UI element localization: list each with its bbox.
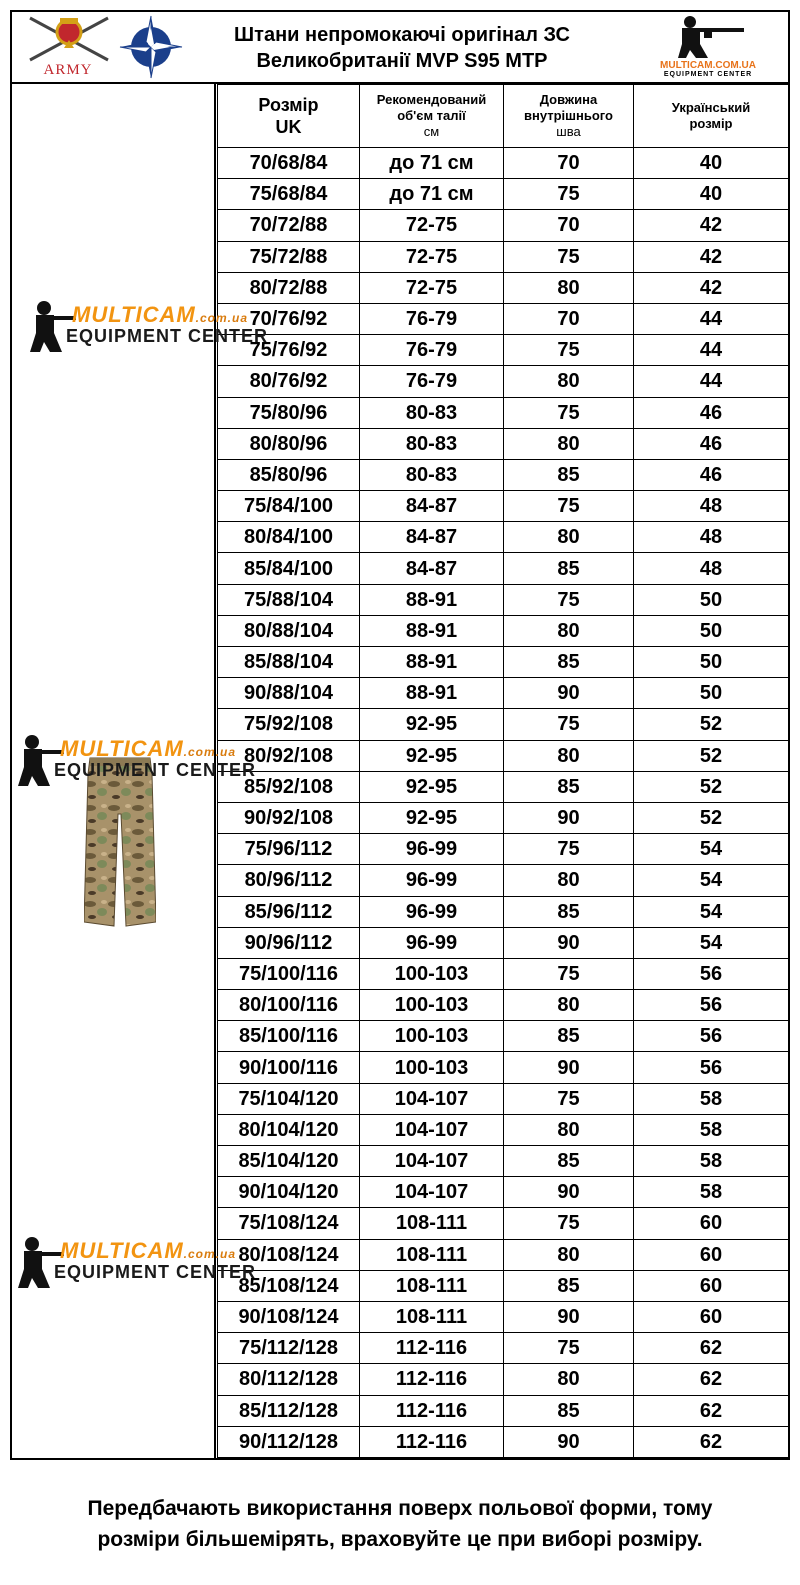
cell-waist: 72-75	[360, 210, 504, 241]
cell-waist: 96-99	[360, 865, 504, 896]
watermark-brand	[72, 302, 248, 328]
cell-ukrainian-size: 42	[634, 241, 789, 272]
cell-ukrainian-size: 62	[634, 1426, 789, 1457]
nato-logo	[118, 14, 184, 80]
cell-ukrainian-size: 40	[634, 148, 789, 179]
cell-inseam: 80	[504, 740, 634, 771]
cell-inseam: 70	[504, 210, 634, 241]
nato-compass-icon	[118, 14, 184, 80]
cell-uk-size: 80/100/116	[218, 990, 360, 1021]
cell-waist: 72-75	[360, 241, 504, 272]
header-waist	[360, 85, 504, 148]
watermark-brand-text: MULTICAM	[72, 302, 196, 327]
cell-waist: 88-91	[360, 647, 504, 678]
watermark-sub: EQUIPMENT CENTER	[54, 760, 257, 780]
cell-uk-size: 90/112/128	[218, 1426, 360, 1457]
cell-ukrainian-size: 62	[634, 1395, 789, 1426]
cell-inseam: 80	[504, 272, 634, 303]
header-text: розмір	[689, 116, 733, 131]
header-text: об'єм талії	[397, 108, 466, 123]
cell-ukrainian-size: 44	[634, 303, 789, 334]
cell-waist: 112-116	[360, 1395, 504, 1426]
cell-inseam: 70	[504, 148, 634, 179]
cell-inseam: 90	[504, 1426, 634, 1457]
table-row	[218, 1114, 789, 1145]
cell-inseam: 90	[504, 1052, 634, 1083]
table-row	[218, 771, 789, 802]
watermark-domain-text: .com.ua	[183, 1247, 237, 1261]
table-row	[218, 148, 789, 179]
table-row	[218, 1177, 789, 1208]
cell-inseam: 80	[504, 428, 634, 459]
cell-ukrainian-size: 50	[634, 647, 789, 678]
cell-waist: 104-107	[360, 1114, 504, 1145]
cell-uk-size: 75/88/104	[218, 584, 360, 615]
cell-ukrainian-size: 44	[634, 366, 789, 397]
cell-inseam: 80	[504, 865, 634, 896]
cell-inseam: 90	[504, 802, 634, 833]
table-row	[218, 1052, 789, 1083]
cell-waist: 100-103	[360, 990, 504, 1021]
cell-waist: 112-116	[360, 1333, 504, 1364]
cell-inseam: 85	[504, 1270, 634, 1301]
cell-waist: до 71 см	[360, 148, 504, 179]
cell-inseam: 80	[504, 615, 634, 646]
multicam-site-label: MULTICAM.COM.UA	[660, 60, 756, 71]
cell-ukrainian-size: 54	[634, 865, 789, 896]
multicam-watermark	[14, 1234, 284, 1294]
cell-waist: 104-107	[360, 1146, 504, 1177]
cell-inseam: 80	[504, 1239, 634, 1270]
table-row	[218, 709, 789, 740]
cell-ukrainian-size: 60	[634, 1301, 789, 1332]
table-row	[218, 678, 789, 709]
table-row	[218, 428, 789, 459]
cell-uk-size: 80/88/104	[218, 615, 360, 646]
table-row	[218, 459, 789, 490]
cell-uk-size: 85/112/128	[218, 1395, 360, 1426]
cell-uk-size: 80/84/100	[218, 522, 360, 553]
army-label: ARMY	[43, 62, 93, 78]
table-row	[218, 491, 789, 522]
table-row	[218, 1208, 789, 1239]
cell-uk-size: 80/112/128	[218, 1364, 360, 1395]
cell-ukrainian-size: 58	[634, 1083, 789, 1114]
header-text: Український	[671, 100, 751, 115]
cell-ukrainian-size: 58	[634, 1114, 789, 1145]
cell-uk-size: 85/88/104	[218, 647, 360, 678]
header-text: Довжина	[539, 92, 598, 107]
header-text: UK	[275, 117, 302, 137]
watermark-domain-text: .com.ua	[183, 745, 237, 759]
watermark-domain-text: .com.ua	[195, 311, 249, 325]
header-text: Рекомендований	[376, 92, 487, 107]
cell-waist: 80-83	[360, 459, 504, 490]
cell-ukrainian-size: 56	[634, 1052, 789, 1083]
cell-waist: 112-116	[360, 1364, 504, 1395]
table-row	[218, 1364, 789, 1395]
cell-ukrainian-size: 58	[634, 1177, 789, 1208]
cell-waist: 108-111	[360, 1208, 504, 1239]
cell-ukrainian-size: 46	[634, 397, 789, 428]
title-line-2: Великобританії MVP S95 MTP	[256, 50, 548, 72]
cell-inseam: 90	[504, 1301, 634, 1332]
cell-ukrainian-size: 56	[634, 1021, 789, 1052]
table-row	[218, 834, 789, 865]
cell-inseam: 80	[504, 366, 634, 397]
cell-waist: 100-103	[360, 958, 504, 989]
watermark-sub: EQUIPMENT CENTER	[66, 326, 269, 346]
cell-inseam: 75	[504, 709, 634, 740]
title-line-1: Штани непромокаючі оригінал ЗС	[234, 24, 570, 46]
cell-ukrainian-size: 62	[634, 1364, 789, 1395]
table-row	[218, 303, 789, 334]
cell-uk-size: 85/108/124	[218, 1270, 360, 1301]
cell-uk-size: 80/80/96	[218, 428, 360, 459]
cell-ukrainian-size: 46	[634, 428, 789, 459]
cell-waist: 84-87	[360, 553, 504, 584]
cell-waist: 84-87	[360, 491, 504, 522]
table-row	[218, 958, 789, 989]
cell-inseam: 90	[504, 1177, 634, 1208]
cell-waist: 84-87	[360, 522, 504, 553]
cell-uk-size: 90/108/124	[218, 1301, 360, 1332]
cell-uk-size: 90/92/108	[218, 802, 360, 833]
cell-ukrainian-size: 44	[634, 335, 789, 366]
cell-uk-size: 85/80/96	[218, 459, 360, 490]
header-inseam	[504, 85, 634, 148]
cell-uk-size: 70/76/92	[218, 303, 360, 334]
table-row	[218, 179, 789, 210]
cell-ukrainian-size: 42	[634, 210, 789, 241]
cell-inseam: 80	[504, 990, 634, 1021]
cell-ukrainian-size: 52	[634, 802, 789, 833]
watermark-brand	[60, 736, 236, 762]
cell-uk-size: 80/72/88	[218, 272, 360, 303]
cell-waist: 80-83	[360, 397, 504, 428]
table-row	[218, 1395, 789, 1426]
cell-inseam: 75	[504, 1083, 634, 1114]
cell-ukrainian-size: 60	[634, 1270, 789, 1301]
cell-ukrainian-size: 42	[634, 272, 789, 303]
cell-inseam: 75	[504, 1333, 634, 1364]
cell-uk-size: 85/96/112	[218, 896, 360, 927]
cell-waist: 100-103	[360, 1021, 504, 1052]
cell-uk-size: 75/80/96	[218, 397, 360, 428]
cell-waist: 76-79	[360, 335, 504, 366]
footer-line-1: Передбачають використання поверх польової форми, тому	[87, 1497, 713, 1520]
table-row	[218, 740, 789, 771]
table-row	[218, 1146, 789, 1177]
cell-ukrainian-size: 56	[634, 958, 789, 989]
cell-uk-size: 90/104/120	[218, 1177, 360, 1208]
table-row	[218, 1239, 789, 1270]
cell-waist: 88-91	[360, 615, 504, 646]
cell-inseam: 85	[504, 1395, 634, 1426]
cell-waist: 96-99	[360, 896, 504, 927]
cell-uk-size: 75/72/88	[218, 241, 360, 272]
table-row	[218, 522, 789, 553]
cell-uk-size: 75/100/116	[218, 958, 360, 989]
watermark-brand	[60, 1238, 236, 1264]
cell-uk-size: 85/104/120	[218, 1146, 360, 1177]
cell-uk-size: 80/76/92	[218, 366, 360, 397]
cell-inseam: 85	[504, 459, 634, 490]
cell-waist: 108-111	[360, 1270, 504, 1301]
cell-uk-size: 75/112/128	[218, 1333, 360, 1364]
table-row	[218, 241, 789, 272]
table-row	[218, 1301, 789, 1332]
cell-waist: 92-95	[360, 709, 504, 740]
cell-ukrainian-size: 48	[634, 491, 789, 522]
cell-inseam: 85	[504, 1146, 634, 1177]
cell-uk-size: 80/92/108	[218, 740, 360, 771]
cell-waist: 76-79	[360, 303, 504, 334]
footer-note	[0, 1493, 800, 1555]
cell-inseam: 90	[504, 678, 634, 709]
cell-inseam: 90	[504, 927, 634, 958]
table-row	[218, 802, 789, 833]
table-row	[218, 553, 789, 584]
multicam-watermark	[26, 298, 296, 358]
multicam-sub-label: EQUIPMENT CENTER	[663, 71, 753, 78]
cell-uk-size: 75/104/120	[218, 1083, 360, 1114]
cell-uk-size: 80/104/120	[218, 1114, 360, 1145]
table-row	[218, 927, 789, 958]
cell-waist: 96-99	[360, 834, 504, 865]
cell-inseam: 85	[504, 647, 634, 678]
cell-inseam: 85	[504, 553, 634, 584]
cell-inseam: 85	[504, 1021, 634, 1052]
table-row	[218, 1333, 789, 1364]
cell-uk-size: 75/96/112	[218, 834, 360, 865]
table-row	[218, 1083, 789, 1114]
cell-ukrainian-size: 60	[634, 1208, 789, 1239]
cell-waist: 108-111	[360, 1301, 504, 1332]
cell-waist: 92-95	[360, 802, 504, 833]
table-header-row	[218, 85, 789, 148]
cell-uk-size: 80/96/112	[218, 865, 360, 896]
cell-inseam: 75	[504, 241, 634, 272]
header-text: Розмір	[258, 95, 319, 115]
cell-ukrainian-size: 50	[634, 615, 789, 646]
watermark-brand-text: MULTICAM	[60, 1238, 184, 1263]
cell-uk-size: 75/108/124	[218, 1208, 360, 1239]
kneeling-soldier-icon	[638, 14, 778, 60]
cell-ukrainian-size: 48	[634, 553, 789, 584]
cell-ukrainian-size: 52	[634, 740, 789, 771]
cell-ukrainian-size: 52	[634, 709, 789, 740]
cell-inseam: 75	[504, 179, 634, 210]
cell-uk-size: 85/92/108	[218, 771, 360, 802]
cell-waist: 72-75	[360, 272, 504, 303]
cell-uk-size: 70/68/84	[218, 148, 360, 179]
cell-waist: до 71 см	[360, 179, 504, 210]
table-row	[218, 397, 789, 428]
cell-inseam: 85	[504, 896, 634, 927]
table-row	[218, 1426, 789, 1457]
cell-uk-size: 85/100/116	[218, 1021, 360, 1052]
multicam-logo	[638, 14, 778, 80]
cell-ukrainian-size: 48	[634, 522, 789, 553]
cell-inseam: 80	[504, 1114, 634, 1145]
cell-uk-size: 75/92/108	[218, 709, 360, 740]
cell-uk-size: 75/84/100	[218, 491, 360, 522]
size-table-body	[218, 148, 789, 1458]
table-row	[218, 990, 789, 1021]
cell-uk-size: 80/108/124	[218, 1239, 360, 1270]
header-uk-size	[218, 85, 360, 148]
cell-ukrainian-size: 46	[634, 459, 789, 490]
cell-waist: 96-99	[360, 927, 504, 958]
cell-inseam: 75	[504, 335, 634, 366]
header-text: шва	[556, 124, 581, 139]
cell-ukrainian-size: 50	[634, 584, 789, 615]
cell-ukrainian-size: 54	[634, 927, 789, 958]
cell-inseam: 75	[504, 397, 634, 428]
cell-inseam: 85	[504, 771, 634, 802]
cell-ukrainian-size: 56	[634, 990, 789, 1021]
cell-waist: 104-107	[360, 1177, 504, 1208]
table-row	[218, 615, 789, 646]
header-text: см	[423, 124, 440, 139]
table-row	[218, 272, 789, 303]
cell-inseam: 80	[504, 522, 634, 553]
table-row	[218, 584, 789, 615]
table-row	[218, 896, 789, 927]
cell-inseam: 75	[504, 958, 634, 989]
table-row	[218, 1021, 789, 1052]
multicam-watermark	[14, 732, 284, 792]
cell-ukrainian-size: 50	[634, 678, 789, 709]
cell-waist: 76-79	[360, 366, 504, 397]
cell-waist: 80-83	[360, 428, 504, 459]
table-row	[218, 210, 789, 241]
table-row	[218, 335, 789, 366]
cell-uk-size: 75/76/92	[218, 335, 360, 366]
cell-ukrainian-size: 54	[634, 834, 789, 865]
cell-waist: 104-107	[360, 1083, 504, 1114]
page-title	[182, 22, 622, 74]
cell-inseam: 80	[504, 1364, 634, 1395]
cell-waist: 92-95	[360, 771, 504, 802]
table-row	[218, 366, 789, 397]
british-army-logo	[20, 14, 118, 80]
cell-inseam: 75	[504, 1208, 634, 1239]
cell-waist: 88-91	[360, 678, 504, 709]
header-ukrainian-size	[634, 85, 789, 148]
cell-waist: 92-95	[360, 740, 504, 771]
size-table	[217, 84, 789, 1458]
table-row	[218, 1270, 789, 1301]
cell-uk-size: 90/96/112	[218, 927, 360, 958]
cell-inseam: 75	[504, 584, 634, 615]
cell-waist: 100-103	[360, 1052, 504, 1083]
table-row	[218, 865, 789, 896]
cell-ukrainian-size: 58	[634, 1146, 789, 1177]
chart-header	[12, 12, 788, 84]
cell-inseam: 75	[504, 491, 634, 522]
cell-ukrainian-size: 60	[634, 1239, 789, 1270]
watermark-brand-text: MULTICAM	[60, 736, 184, 761]
cell-inseam: 70	[504, 303, 634, 334]
cell-ukrainian-size: 40	[634, 179, 789, 210]
cell-uk-size: 75/68/84	[218, 179, 360, 210]
cell-waist: 88-91	[360, 584, 504, 615]
cell-waist: 112-116	[360, 1426, 504, 1457]
cell-uk-size: 85/84/100	[218, 553, 360, 584]
cell-uk-size: 90/100/116	[218, 1052, 360, 1083]
cell-ukrainian-size: 54	[634, 896, 789, 927]
footer-line-2: розміри більшемірять, враховуйте це при виборі розміру.	[97, 1528, 703, 1551]
cell-uk-size: 90/88/104	[218, 678, 360, 709]
header-text: внутрішнього	[524, 108, 613, 123]
cell-uk-size: 70/72/88	[218, 210, 360, 241]
cell-ukrainian-size: 52	[634, 771, 789, 802]
cell-ukrainian-size: 62	[634, 1333, 789, 1364]
watermark-sub: EQUIPMENT CENTER	[54, 1262, 257, 1282]
cell-waist: 108-111	[360, 1239, 504, 1270]
cell-inseam: 75	[504, 834, 634, 865]
table-row	[218, 647, 789, 678]
